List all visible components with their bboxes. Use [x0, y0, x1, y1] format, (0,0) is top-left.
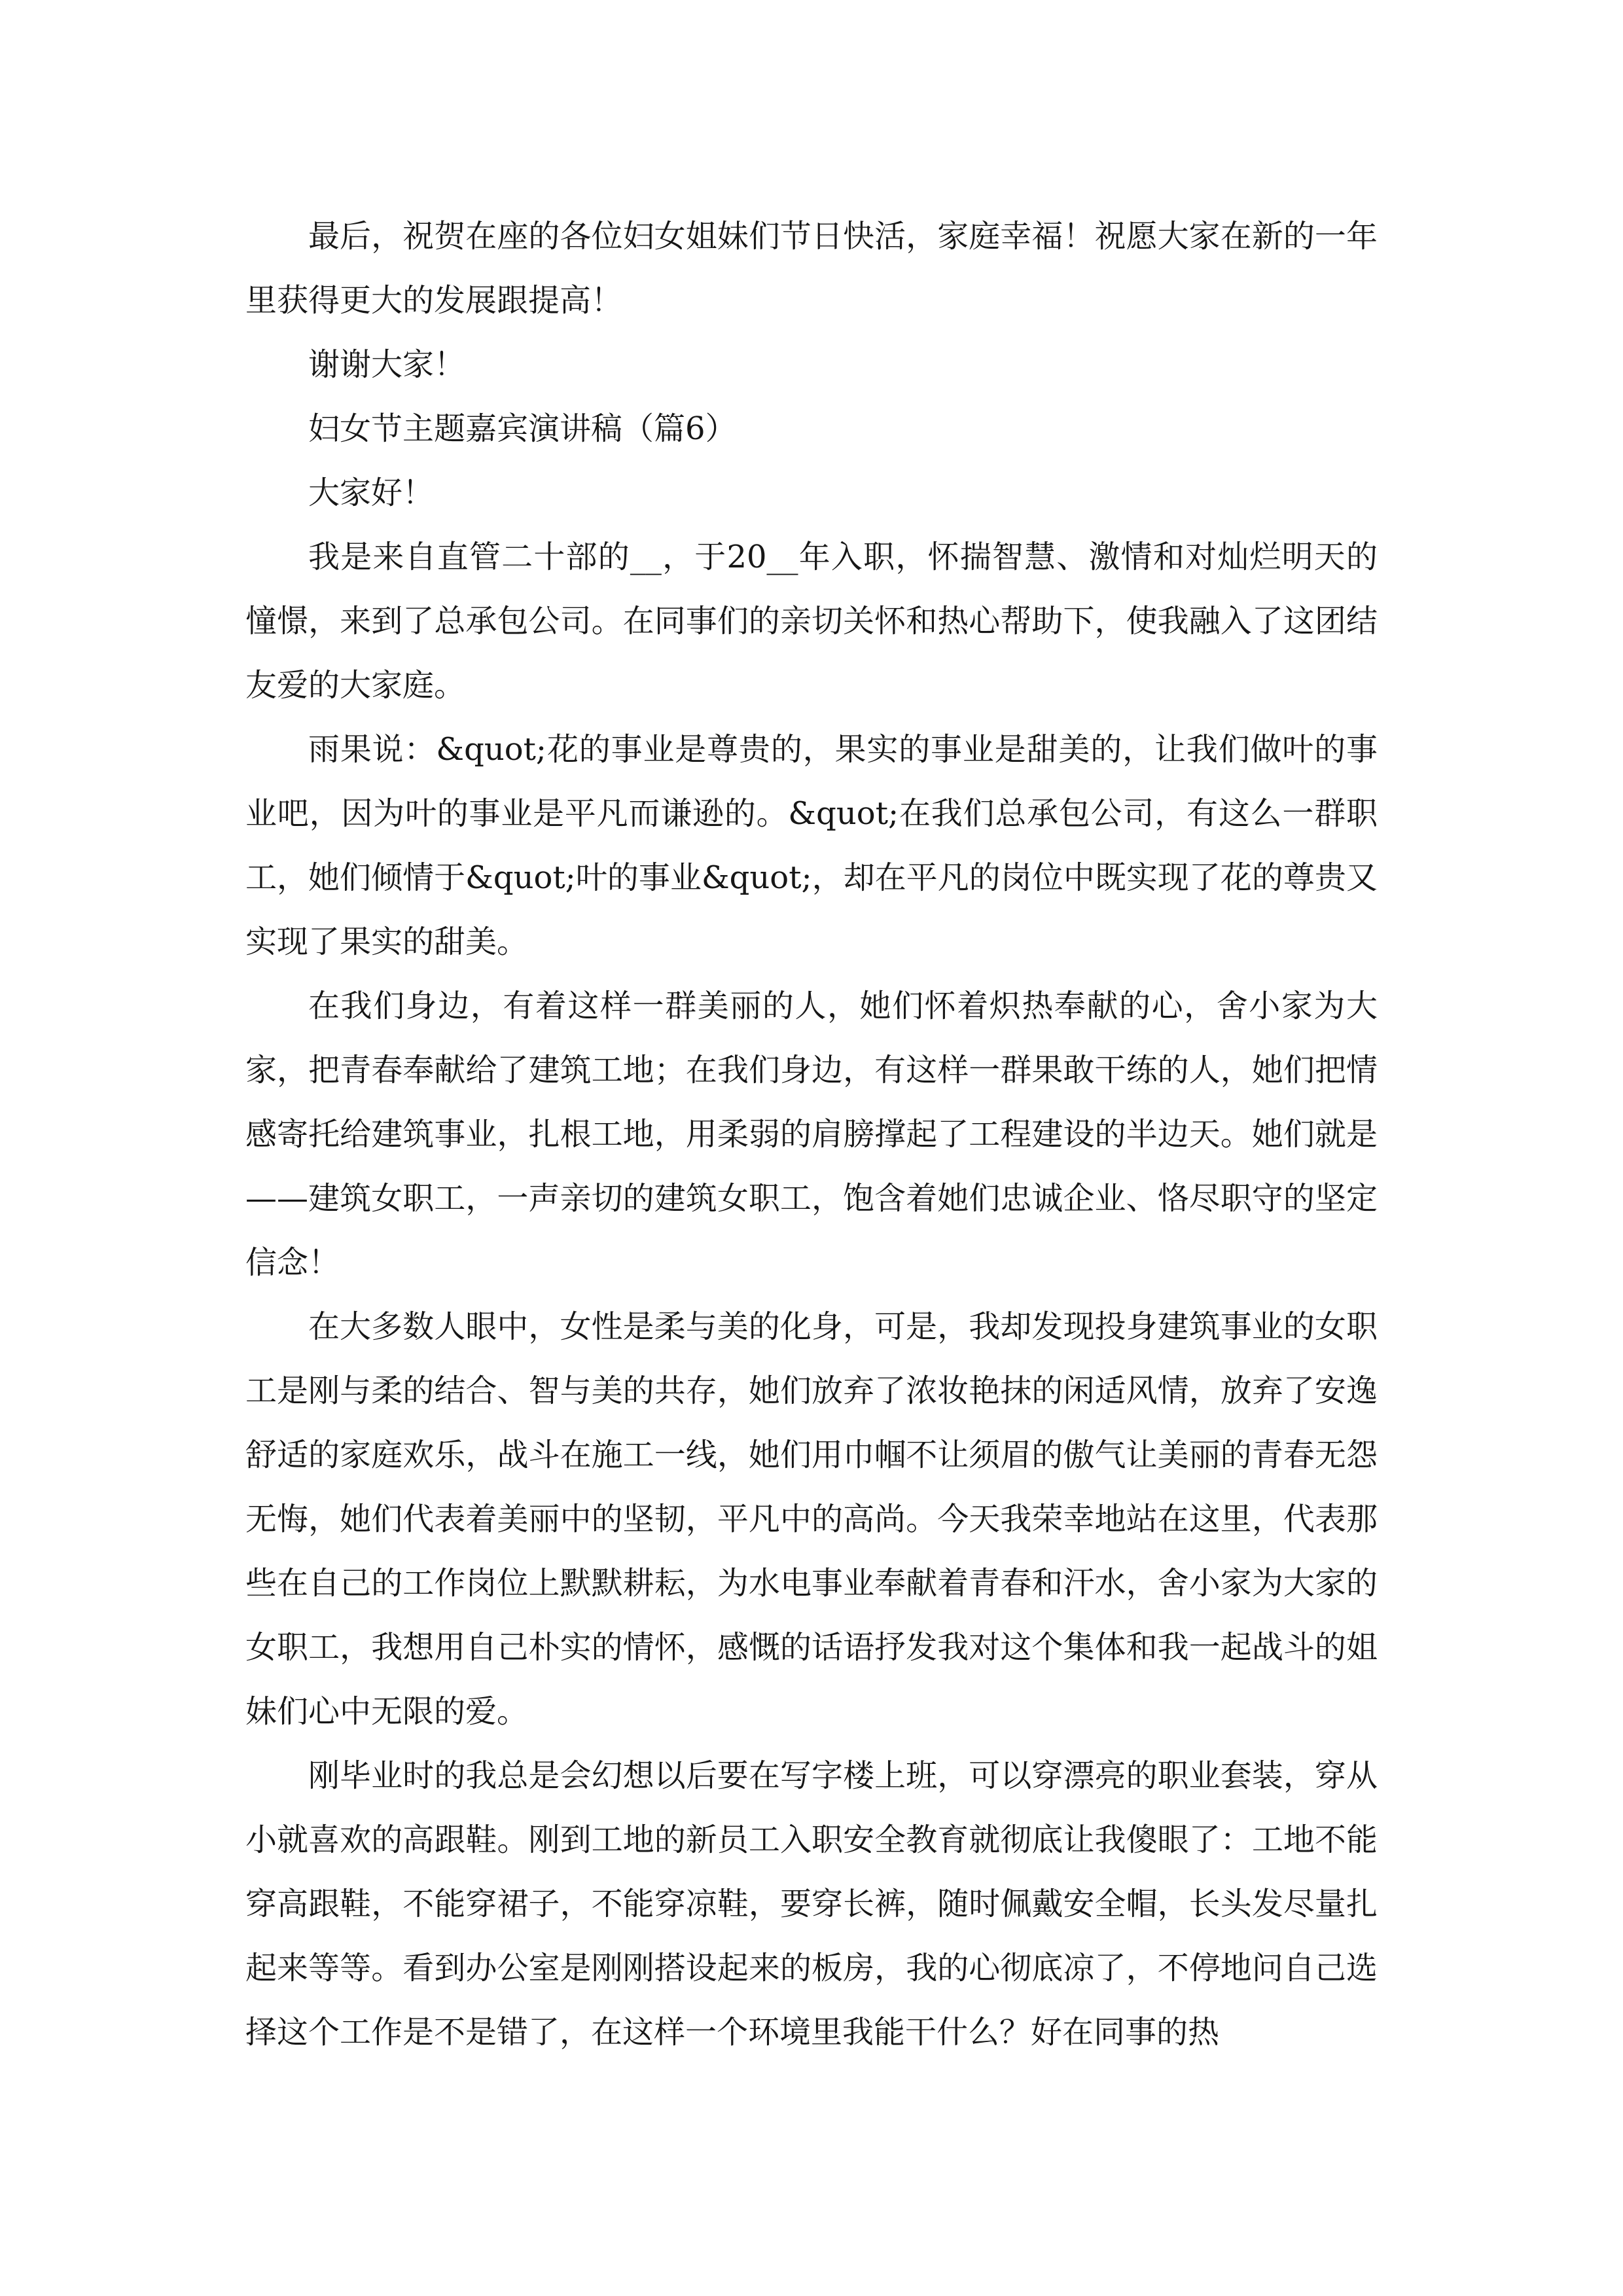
paragraph-around-us: 在我们身边，有着这样一群美丽的人，她们怀着炽热奉献的心，舍小家为大家，把青春奉献给了建筑工地；在我们身边，有这样一群果敢干练的人，她们把情感寄托给建筑事业，扎根工地，用柔弱的肩膀撑起了工程建设的半边天。她们就是——建筑女职工，一声亲切的建筑女职工，饱含着她们忠诚企业、恪尽职守的坚定信念！ [245, 988, 1378, 1281]
paragraph-introduction: 我是来自直管二十部的__，于20__年入职，怀揣智慧、激情和对灿烂明天的憧憬，来到了总承包公司。在同事们的亲切关怀和热心帮助下，使我融入了这团结友爱的大家庭。 [245, 539, 1378, 704]
document-page [245, 204, 1378, 2064]
section-heading: 妇女节主题嘉宾演讲稿（篇6） [308, 410, 737, 447]
paragraph-women-workers: 在大多数人眼中，女性是柔与美的化身，可是，我却发现投身建筑事业的女职工是刚与柔的结合、智与美的共存，她们放弃了浓妆艳抹的闲适风情，放弃了安逸舒适的家庭欢乐，战斗在施工一线，她们用巾帼不让须眉的傲气让美丽的青春无怨无悔，她们代表着美丽中的坚韧，平凡中的高尚。今天我荣幸地站在这里，代表那些在自己的工作岗位上默默耕耘，为水电事业奉献着青春和汗水，舍小家为大家的女职工，我想用自己朴实的情怀，感慨的话语抒发我对这个集体和我一起战斗的姐妹们心中无限的爱。 [245, 1308, 1378, 1730]
paragraph-closing-wishes: 最后，祝贺在座的各位妇女姐妹们节日快活，家庭幸福！祝愿大家在新的一年里获得更大的发展跟提高！ [245, 218, 1378, 319]
paragraph-thanks: 谢谢大家！ [308, 346, 466, 383]
paragraph-greeting: 大家好！ [308, 475, 435, 511]
paragraph-after-graduation: 刚毕业时的我总是会幻想以后要在写字楼上班，可以穿漂亮的职业套装，穿从小就喜欢的高跟鞋。刚到工地的新员工入职安全教育就彻底让我傻眼了：工地不能穿高跟鞋，不能穿裙子，不能穿凉鞋，要穿长裤，随时佩戴安全帽，长头发尽量扎起来等等。看到办公室是刚刚搭设起来的板房，我的心彻底凉了，不停地问自己选择这个工作是不是错了，在这样一个环境里我能干什么？好在同事的热 [245, 1757, 1378, 2051]
paragraph-hugo-quote: 雨果说：&quot;花的事业是尊贵的，果实的事业是甜美的，让我们做叶的事业吧，因为叶的事业是平凡而谦逊的。&quot;在我们总承包公司，有这么一群职工，她们倾情于&quot;叶的事业&quot;，却在平凡的岗位中既实现了花的尊贵又实现了果实的甜美。 [245, 731, 1378, 960]
